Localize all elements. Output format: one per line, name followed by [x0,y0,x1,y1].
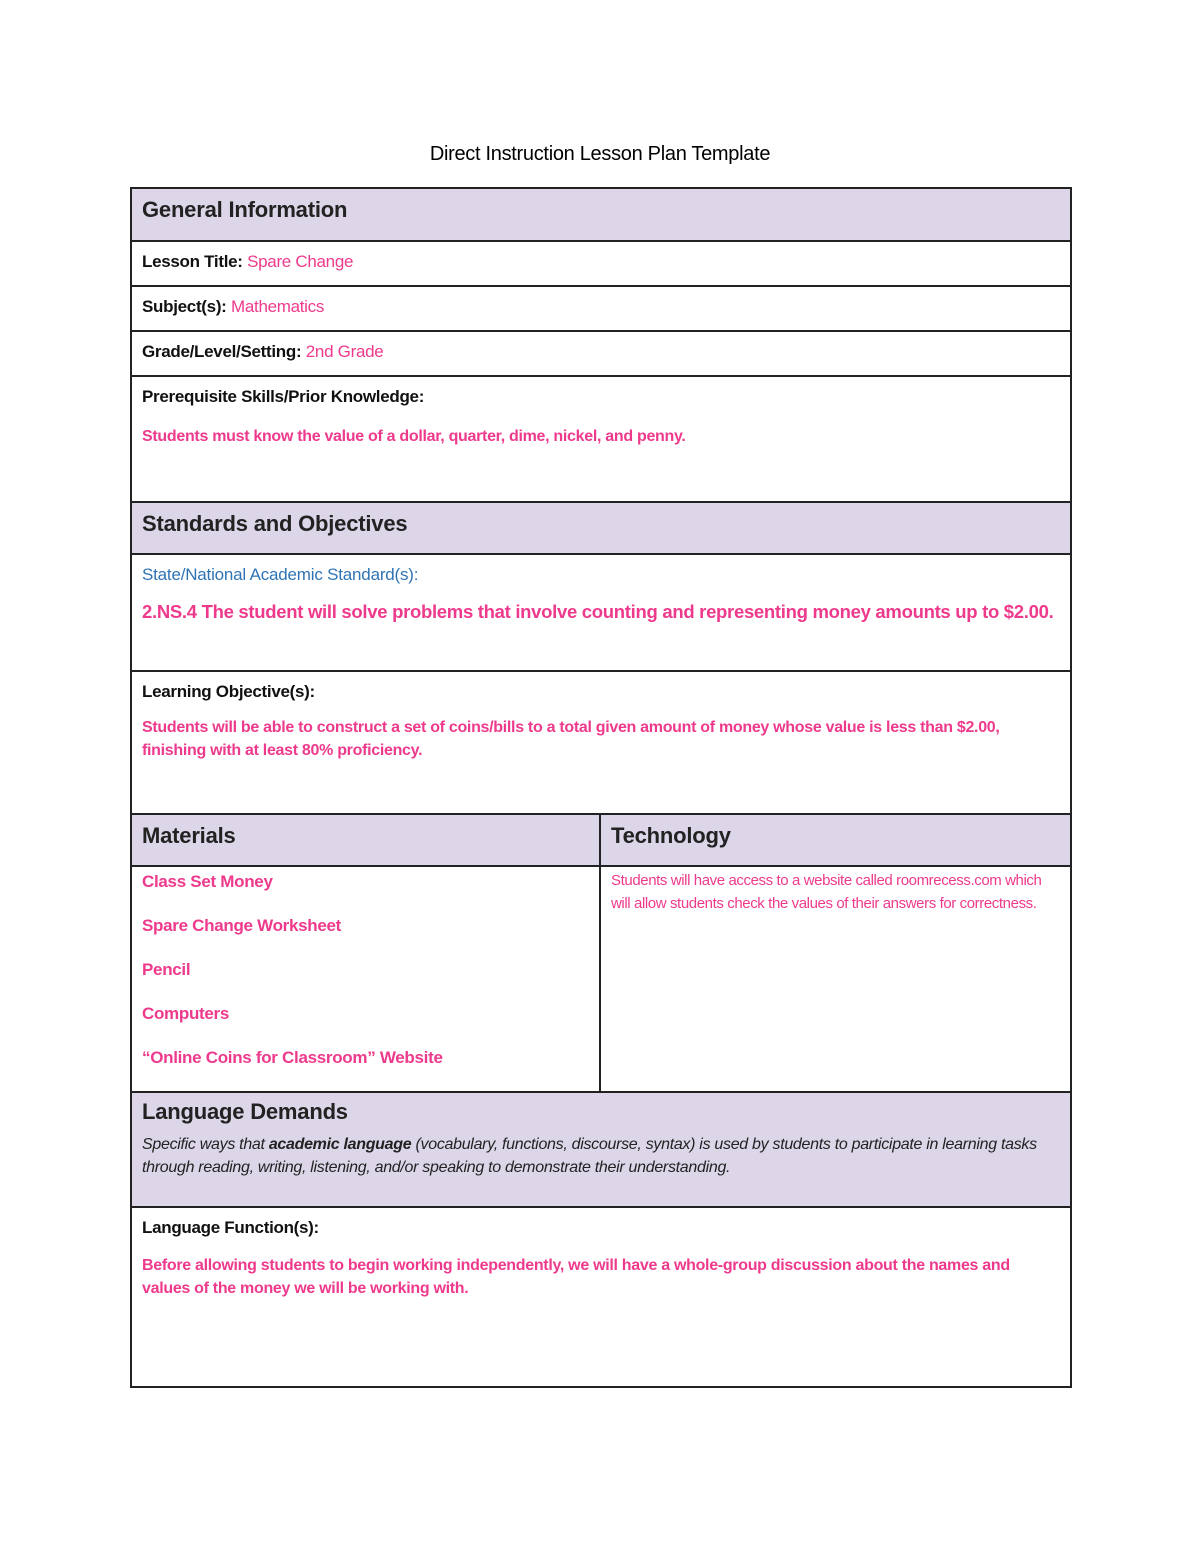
grade-value: 2nd Grade [305,342,384,361]
prerequisite-label: Prerequisite Skills/Prior Knowledge: [142,387,425,406]
materials-header: Materials [142,823,236,848]
objective-cell[interactable] [131,671,1071,814]
materials-item: Computers [142,1004,230,1023]
language-function-cell[interactable] [131,1207,1071,1387]
materials-item: “Online Coins for Classroom” Website [142,1048,443,1067]
lesson-title-value: Spare Change [247,252,354,271]
objective-value: Students will be able to construct a set of coins/bills to a total given amount of money whose value is less than $2.00, finishing with at least 80% proficiency. [142,719,1000,759]
technology-text: Students will have access to a website called roomrecess.com which will allow students check the values of their answers for correctness. [611,872,1042,912]
materials-item: Spare Change Worksheet [142,916,342,935]
standard-label: State/National Academic Standard(s): [142,565,419,584]
lesson-title-label: Lesson Title: [142,252,243,271]
prerequisite-value: Students must know the value of a dollar, quarter, dime, nickel, and penny. [142,428,686,445]
language-desc-before: Specific ways that [142,1136,269,1153]
standards-header: Standards and Objectives [142,511,408,536]
language-desc-bold: academic language [268,1136,412,1153]
subject-value: Mathematics [231,297,325,316]
materials-item: Pencil [142,960,191,979]
technology-cell[interactable] [600,866,1071,1092]
language-function-label: Language Function(s): [142,1218,319,1237]
language-header-cell [131,1092,1071,1207]
standards-header-cell [131,502,1071,554]
standard-value: 2.NS.4 The student will solve problems that involve counting and representing money amounts up to $2.00. [142,601,1054,622]
technology-header: Technology [611,823,731,848]
grade-label: Grade/Level/Setting: [142,342,302,361]
materials-item: Class Set Money [142,872,273,891]
objective-label: Learning Objective(s): [142,682,315,701]
lesson-plan-table [130,187,1072,1388]
language-header: Language Demands [142,1099,348,1124]
technology-header-cell [600,814,1071,866]
document-title: Direct Instruction Lesson Plan Template [429,143,771,165]
standard-cell[interactable] [131,554,1071,671]
general-info-header: General Information [142,197,348,222]
language-desc-after: (vocabulary, functions, discourse, syntax) is used by students to participate in learning tasks through reading, writing, listening, and/or speaking to demonstrate their understanding. [142,1136,1037,1176]
grade-cell[interactable] [131,331,1071,376]
subject-label: Subject(s): [142,297,227,316]
language-description [142,1133,1060,1179]
materials-header-cell [131,814,600,866]
language-function-value: Before allowing students to begin working independently, we will have a whole-group discussion about the names and values of the money we will be working with. [142,1257,1010,1297]
prerequisite-cell[interactable] [131,376,1071,502]
materials-cell[interactable] [131,866,600,1092]
subject-cell[interactable] [131,286,1071,331]
lesson-title-cell[interactable] [131,241,1071,286]
general-info-header-cell [131,188,1071,241]
